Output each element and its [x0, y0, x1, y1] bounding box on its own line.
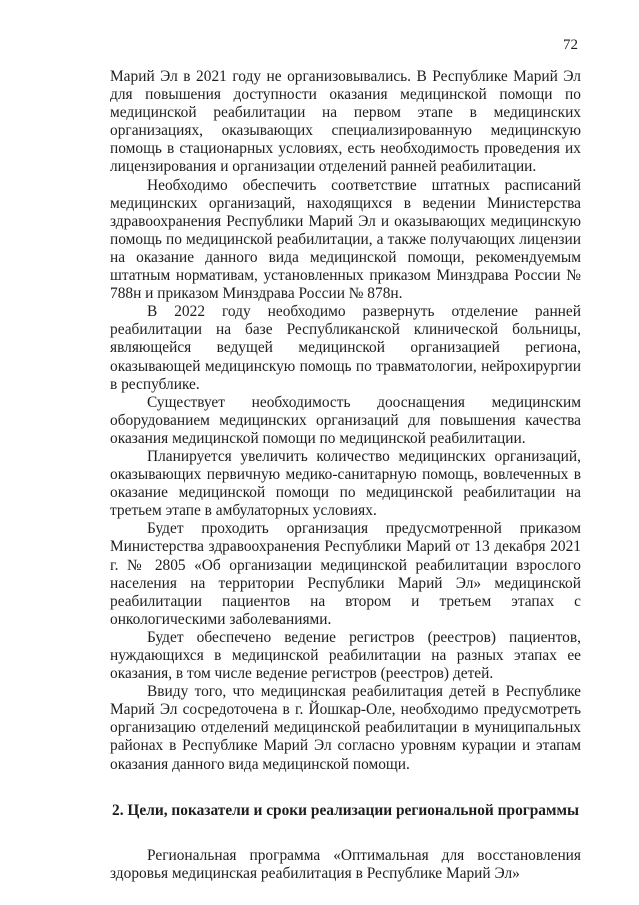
section-heading: 2. Цели, показатели и сроки реализации региональной программы	[112, 801, 579, 819]
paragraph: Будет проходить организация предусмотренной приказом Министерства здравоохранения Республики Марий от 13 декабря 2021 г. № 2805 «Об организации медицинской реабилитации взрослого населения на территории Республики Марий Эл» медицинской реабилитации пациентов на втором и третьем этапах с онкологическими заболеваниями.	[110, 520, 581, 628]
closing-paragraph: Региональная программа «Оптимальная для восстановления здоровья медицинская реабилитация в Республике Марий Эл»	[110, 846, 581, 882]
paragraph-continued: Марий Эл в 2021 году не организовывались. В Республике Марий Эл для повышения доступности оказания медицинской помощи по медицинской реабилитации на первом этапе в медицинских организациях, оказывающих специализированную медицинскую помощь в стационарных условиях, есть необходимость проведения их лицензирования и организации отделений ранней реабилитации.	[110, 68, 581, 176]
paragraph: Будет обеспечено ведение регистров (реестров) пациентов, нуждающихся в медицинской реабилитации на разных этапах ее оказания, в том числе ведение регистров (реестров) детей.	[110, 628, 581, 683]
paragraph: Существует необходимость дооснащения медицинским оборудованием медицинских организаций для повышения качества оказания медицинской помощи по медицинской реабилитации.	[110, 393, 581, 447]
paragraph: Планируется увеличить количество медицинских организаций, оказывающих первичную медико-санитарную помощь, вовлеченных в оказание медицинской помощи по медицинской реабилитации на третьем этапе в амбулаторных условиях.	[110, 447, 581, 520]
paragraph: Ввиду того, что медицинская реабилитация детей в Республике Марий Эл сосредоточена в г. Йошкар-Оле, необходимо предусмотреть организацию отделений медицинской реабилитации в муниципальных районах в Республике Марий Эл согласно уровням курации и этапам оказания данного вида медицинской помощи.	[110, 683, 581, 773]
page-number: 72	[563, 37, 578, 53]
paragraph: Необходимо обеспечить соответствие штатных расписаний медицинских организаций, находящихся в ведении Министерства здравоохранения Республики Марий Эл и оказывающих медицинскую помощь по медицинской реабилитации, а также получающих лицензии на оказание данного вида медицинской помощи, рекомендуемым штатным нормативам, установленных приказом Минздрава России № 788н и приказом Минздрава России № 878н.	[110, 176, 581, 303]
paragraph: В 2022 году необходимо развернуть отделение ранней реабилитации на базе Республиканской клинической больницы, являющейся ведущей медицинской организацией региона, оказывающей медицинскую помощь по травматологии, нейрохирургии в республике.	[110, 303, 581, 393]
